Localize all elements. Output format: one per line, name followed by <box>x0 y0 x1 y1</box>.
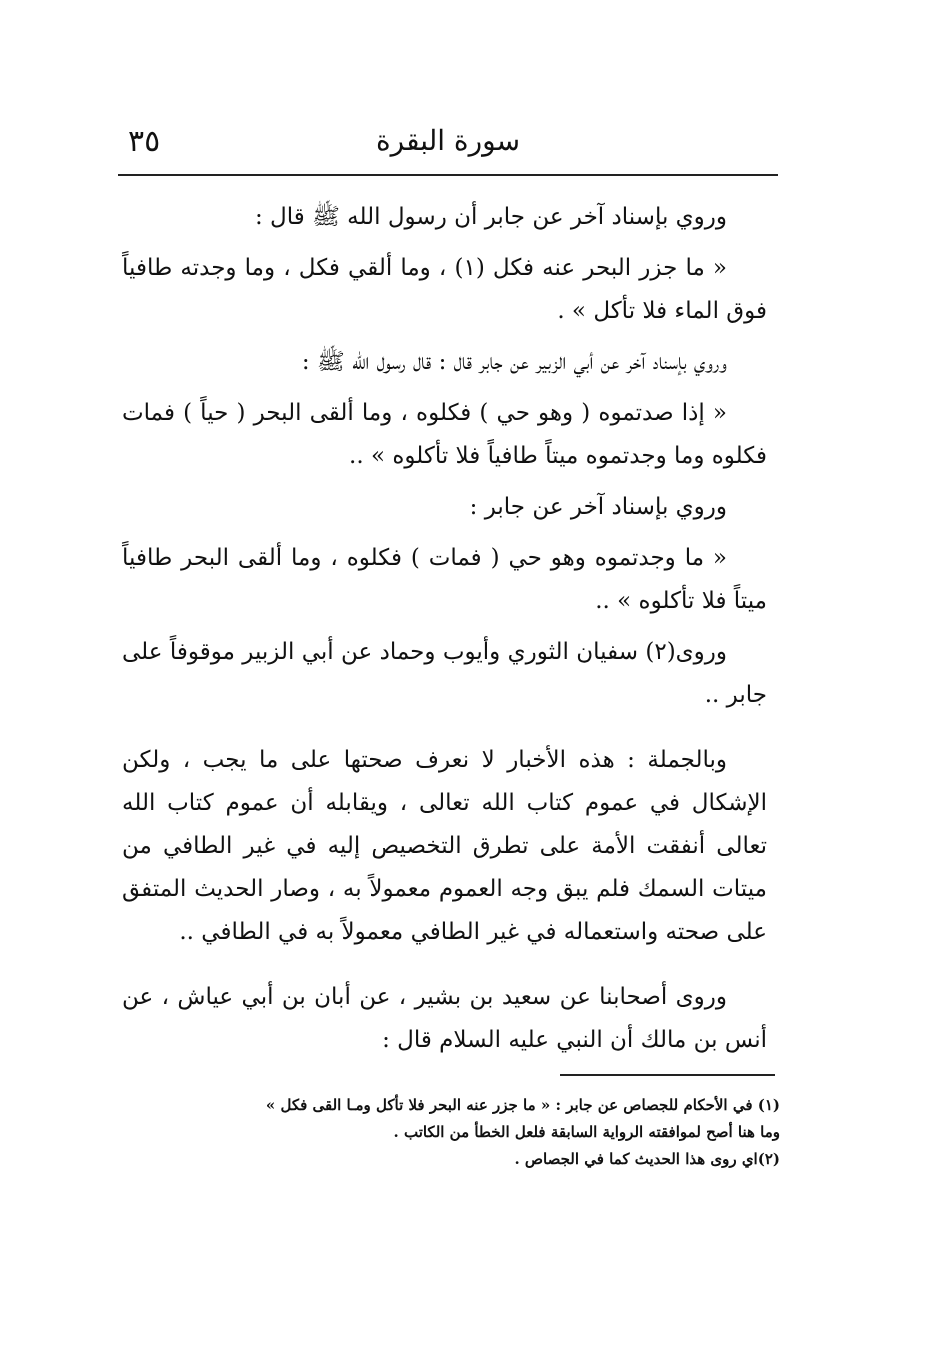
paragraph-9: وروى أصحابنا عن سعيد بن بشير ، عن أبان بن أبي عياش ، عن أنس بن مالك أن النبي عليه السلام قال : <box>122 984 767 1053</box>
paragraph-3: وروي بإسناد آخر عن أبي الزبير عن جابر قال : قال رسول الله ﷺ : <box>301 349 727 375</box>
footnote-1 <box>100 1092 780 1146</box>
paragraph-5: وروي بإسناد آخر عن جابر : <box>469 494 727 520</box>
footnote-2: (٢)اي روى هذا الحديث كما في الجصاص . <box>514 1150 780 1168</box>
hadith-quote-1: « ما جزر البحر عنه فكل (١) ، وما ألقي فكل ، وما وجدته طافياً فوق الماء فلا تأكل » . <box>122 255 767 324</box>
main-text <box>122 196 767 1070</box>
footnote-rule <box>560 1074 775 1076</box>
footnote-1-line-1: (١) في الأحكام للجصاص عن جابر : « ما جزر عنه البحر فلا تأكل ومـا القى فكل » <box>265 1096 780 1114</box>
header-rule <box>118 174 778 176</box>
page-number: ٣٥ <box>128 124 161 159</box>
page-header <box>118 112 778 172</box>
hadith-quote-3: « ما وجدتموه وهو حي ( فمات ) فكلوه ، وما ألقى البحر طافياً ميتاً فلا تأكلوه » .. <box>122 545 767 614</box>
running-title: سورة البقرة <box>375 124 521 157</box>
paragraph-7: وروى(٢) سفيان الثوري وأيوب وحماد عن أبي الزبير موقوفاً على جابر .. <box>122 639 767 708</box>
paragraph-1: وروي بإسناد آخر عن جابر أن رسول الله ﷺ قال : <box>255 204 727 230</box>
hadith-quote-2: « إذا صدتموه ( وهو حي ) فكلوه ، وما ألقى البحر ( حياً ) فمات فكلوه وما وجدتموه ميتاً طافياً فلا تأكلوه » .. <box>122 400 767 469</box>
footnote-1-line-2: وما هنا أصح لموافقته الرواية السابقة فلعل الخطأ من الكاتب . <box>393 1123 780 1141</box>
paragraph-8: وبالجملة : هذه الأخبار لا نعرف صحتها على ما يجب ، ولكن الإشكال في عموم كتاب الله تعالى ، ويقابله أن عموم كتاب الله تعالى أنفقت الأمة على تطرق التخصيص إليه في غير الطافي من ميتات السمك فلم يبق وجه العموم معمولاً به ، وصار الحديث المتفق على صحته واستعماله في غير الطافي معمولاً به في الطافي .. <box>122 747 767 945</box>
footnotes <box>100 1092 780 1173</box>
